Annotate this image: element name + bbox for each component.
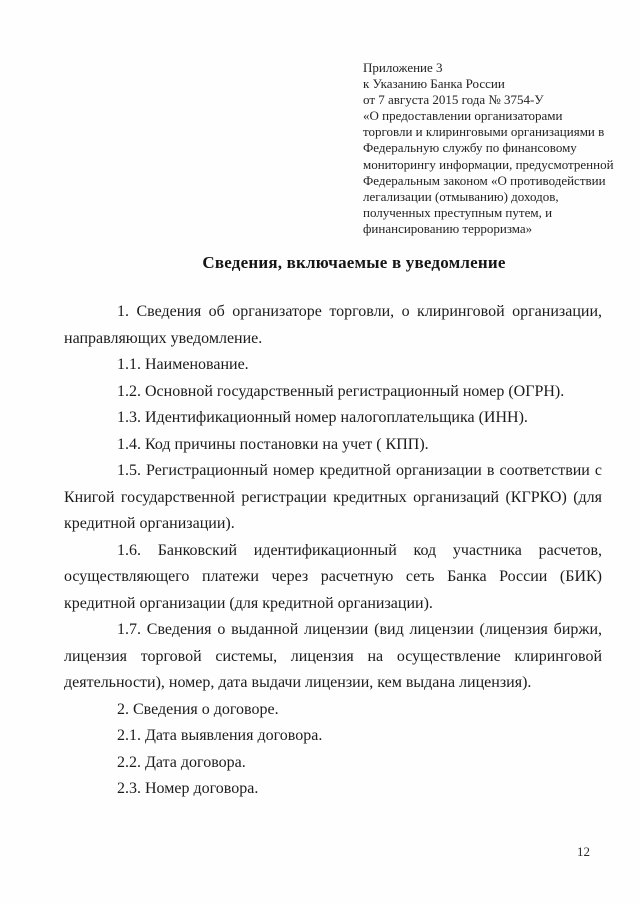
paragraph-2-2: 2.2. Дата договора.	[117, 753, 246, 771]
paragraph-1-4: 1.4. Код причины постановки на учет ( КПП).	[117, 435, 429, 453]
paragraph-1-3: 1.3. Идентификационный номер налогоплательщика (ИНН).	[117, 409, 528, 426]
header-line: легализации (отмыванию) доходов,	[363, 188, 559, 204]
header-line: финансированию терроризма»	[363, 220, 533, 236]
paragraph-1: 1. Сведения об организаторе торговли, о клиринговой организации, направляющих уведомление.	[64, 303, 602, 347]
header-line: к Указанию Банка России	[363, 76, 505, 92]
paragraph-1-6: 1.6. Банковский идентификационный код участника расчетов, осуществляющего платежи через расчетную сеть Банка России (БИК) кредитной организации (для кредитной организации).	[64, 541, 602, 612]
paragraph-1-5: 1.5. Регистрационный номер кредитной организации в соответствии с Книгой государственной регистрации кредитных организаций (КГРКО) (для кредитной организации).	[64, 462, 602, 532]
paragraph-2-3: 2.3. Номер договора.	[117, 780, 259, 797]
document-body	[64, 299, 602, 803]
header-line: торговли и клиринговыми организациями в	[363, 124, 605, 140]
header-line: «О предоставлении организаторами	[363, 108, 563, 124]
document-title: Сведения, включаемые в уведомление	[202, 253, 506, 272]
appendix-reference-block	[363, 60, 614, 237]
header-line: Приложение 3	[363, 60, 443, 75]
paragraph-2-1: 2.1. Дата выявления договора.	[117, 727, 323, 744]
header-line: от 7 августа 2015 года № 3754-У	[363, 92, 544, 108]
paragraph-1-1: 1.1. Наименование.	[117, 356, 249, 373]
paragraph-1-2: 1.2. Основной государственный регистрационный номер (ОГРН).	[117, 382, 565, 400]
header-line: полученных преступным путем, и	[363, 204, 553, 220]
header-line: Федеральную службу по финансовому	[363, 140, 577, 156]
page-number: 12	[577, 844, 590, 859]
paragraph-1-7: 1.7. Сведения о выданной лицензии (вид лицензии (лицензия биржи, лицензия торговой системы, лицензия на осуществление клиринговой деятельности), номер, дата выдачи лицензии, кем выдана лицензия).	[64, 621, 602, 691]
paragraph-2: 2. Сведения о договоре.	[117, 700, 279, 718]
header-line: Федеральным законом «О противодействии	[363, 172, 606, 188]
header-line: мониторингу информации, предусмотренной	[363, 156, 614, 172]
